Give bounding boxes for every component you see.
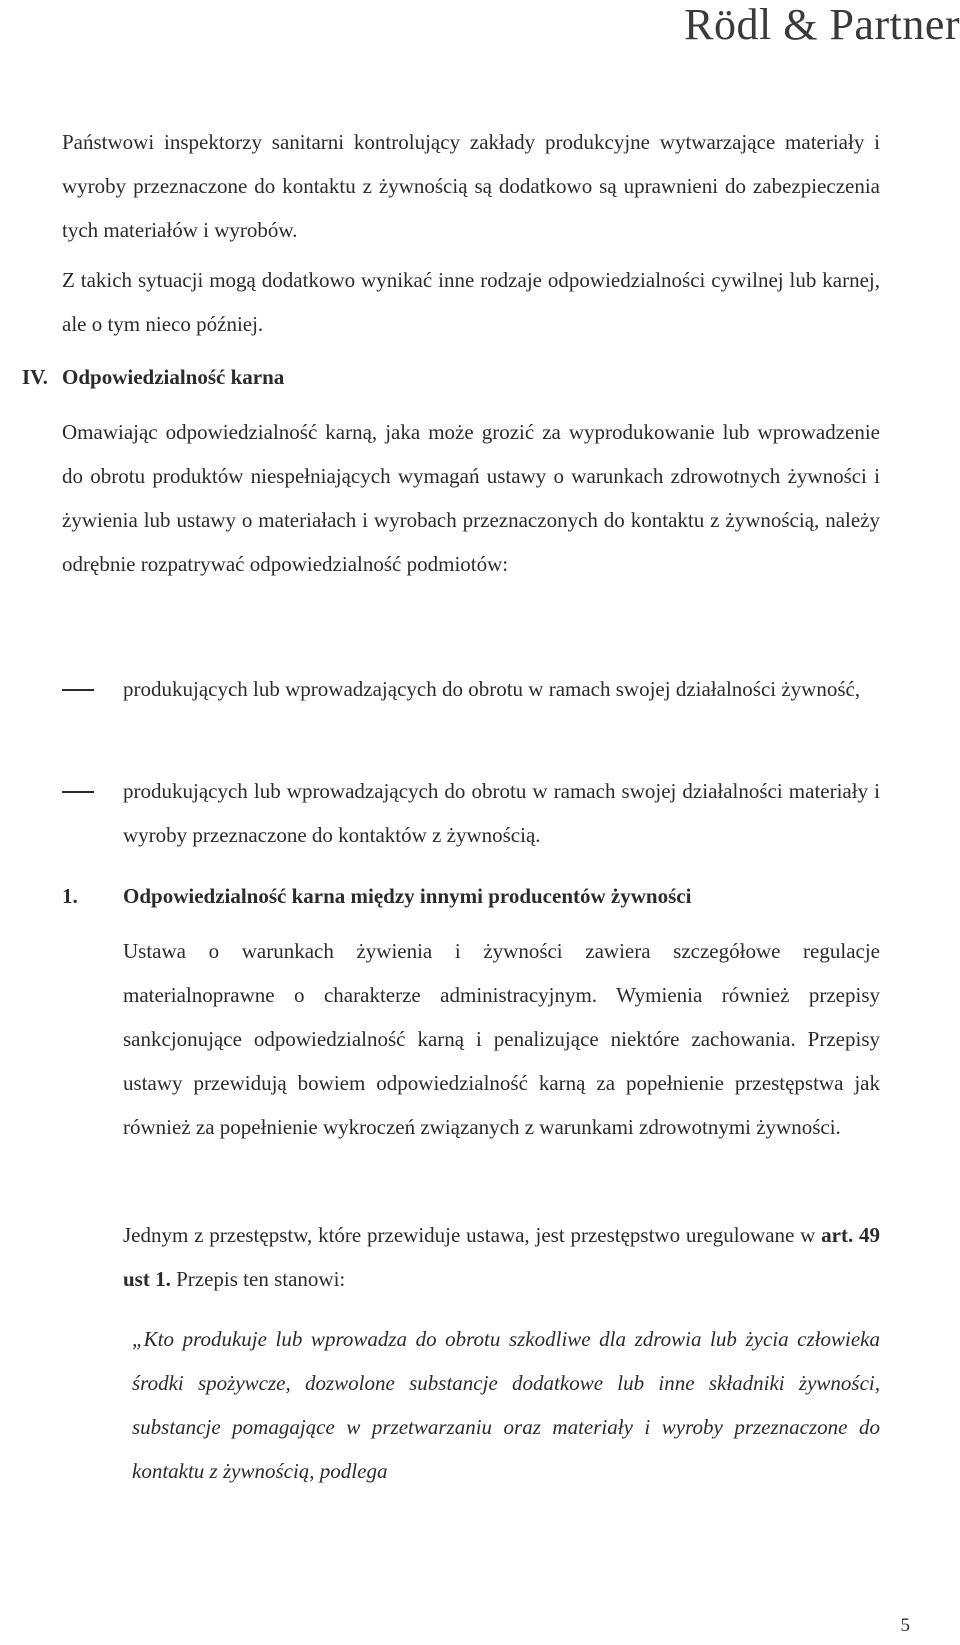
page-number: 5 (900, 1615, 910, 1636)
paragraph-act-regulations: Ustawa o warunkach żywienia i żywności zawiera szczegółowe regulacje materialnoprawne o charakterze administracyjnym. Wymienia również przepisy sankcjonujące odpowiedzialność karną i penalizujące niektóre zachowania. Przepisy ustawy przewidują bowiem odpowiedzialność karną za popełnienie przestępstwa jak również za popełnienie wykroczeń związanych z warunkami zdrowotnymi żywności. (123, 939, 880, 1139)
paragraph-article-49: Jednym z przestępstw, które przewiduje ustawa, jest przestępstwo uregulowane w art. 49 ust 1. Przepis ten stanowi: (123, 1223, 880, 1291)
quoted-provision: „Kto produkuje lub wprowadza do obrotu szkodliwe dla zdrowia lub życia człowieka środki spożywcze, dozwolone substancje dodatkowe lub inne składniki żywności, substancje pomagające w przetwarzaniu oraz materiały i wyroby przeznaczone do kontaktu z żywnością, podlega (132, 1327, 880, 1483)
section-number: IV. (22, 365, 48, 389)
list-dash-icon (62, 689, 94, 691)
subsection-number: 1. (62, 884, 78, 908)
list-dash-icon (62, 791, 94, 793)
paragraph-other-liability: Z takich sytuacji mogą dodatkowo wynikać inne rodzaje odpowiedzialności cywilnej lub karnej, ale o tym nieco później. (62, 268, 880, 336)
paragraph-inspectors: Państwowi inspektorzy sanitarni kontrolujący zakłady produkcyjne wytwarzające materiały i wyroby przeznaczone do kontaktu z żywnością są dodatkowo są uprawnieni do zabezpieczenia tych materiałów i wyrobów. (62, 130, 880, 242)
paragraph-criminal-liability: Omawiając odpowiedzialność karną, jaka może grozić za wyprodukowanie lub wprowadzenie do obrotu produktów niespełniających wymagań ustawy o warunkach zdrowotnych żywności i żywienia lub ustawy o materiałach i wyrobach przeznaczonych do kontaktu z żywnością, należy odrębnie rozpatrywać odpowiedzialność podmiotów: (62, 420, 880, 576)
list-item: produkujących lub wprowadzających do obrotu w ramach swojej działalności żywność, (123, 677, 861, 701)
article-reference: art. 49 ust 1. (123, 1223, 880, 1291)
subsection-title: Odpowiedzialność karna między innymi producentów żywności (123, 884, 692, 908)
list-item: produkujących lub wprowadzających do obrotu w ramach swojej działalności materiały i wyroby przeznaczone do kontaktów z żywnością. (123, 779, 880, 847)
section-title: Odpowiedzialność karna (62, 365, 285, 389)
company-logo: Rödl & Partner (684, 0, 960, 49)
